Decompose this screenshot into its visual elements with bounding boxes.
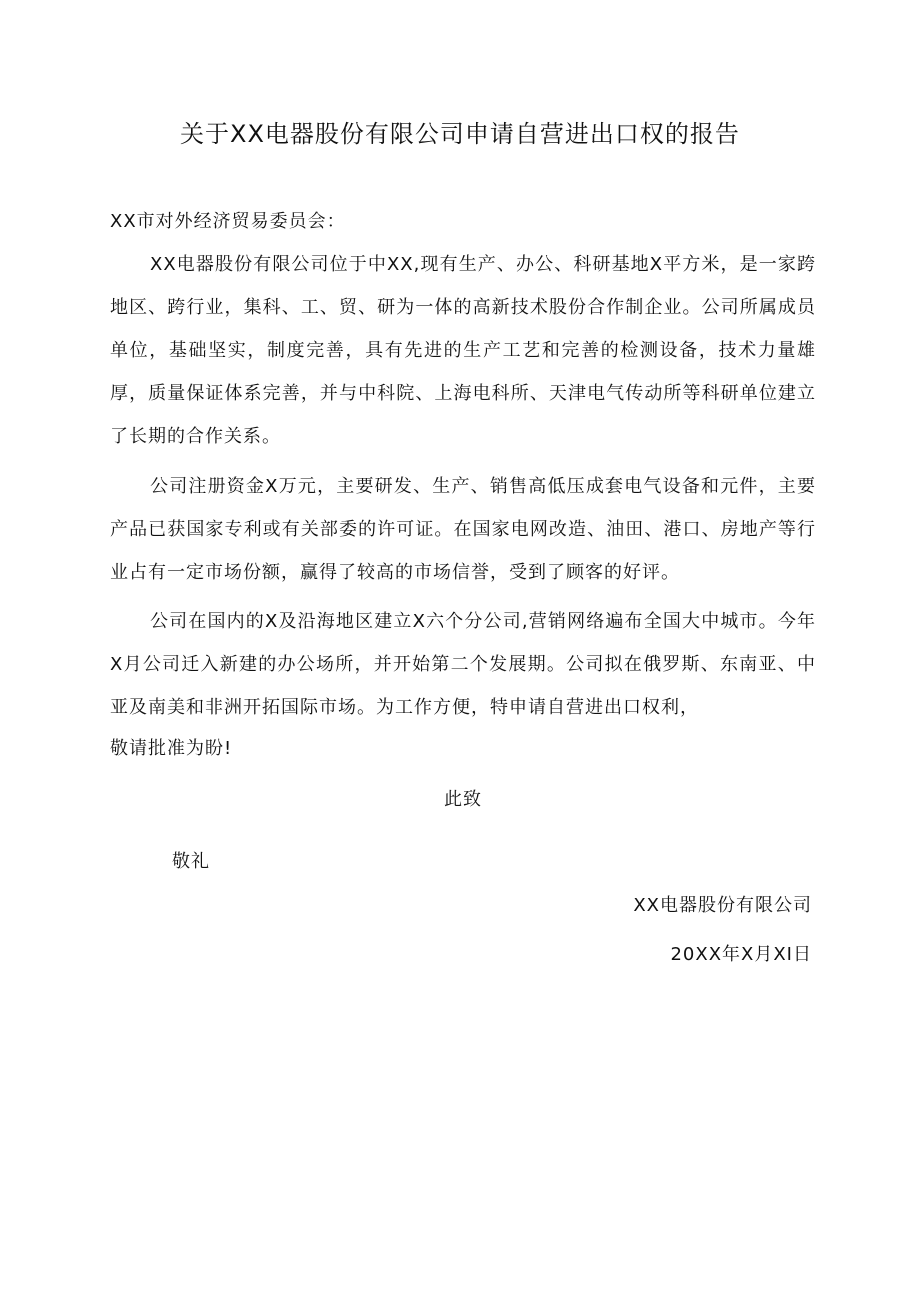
paragraph-company-overview: XX电器股份有限公司位于中XX,现有生产、办公、科研基地X平方米，是一家跨地区、跨行业，集科、工、贸、研为一体的高新技术股份合作制企业。公司所属成员单位，基础坚实，制度完善，具有先进的生产工艺和完善的检测设备，技术力量雄厚，质量保证体系完善，并与中科院、上海电科所、天津电气传动所等科研单位建立了长期的合作关系。	[110, 254, 816, 447]
paragraph-business-scope: 公司注册资金X万元，主要研发、生产、销售高低压成套电气设备和元件，主要产品已获国家专利或有关部委的许可证。在国家电网改造、油田、港口、房地产等行业占有一定市场份额，赢得了较高的市场信誉，受到了顾客的好评。	[110, 476, 816, 583]
signature-date: 20XX年X月XI日	[670, 944, 812, 965]
salutation: XX市对外经济贸易委员会：	[110, 211, 346, 232]
document-title: 关于XX电器股份有限公司申请自营进出口权的报告	[180, 120, 740, 148]
paragraph-request: 公司在国内的X及沿海地区建立X六个分公司,营销网络遍布全国大中城市。今年X月公司迁入新建的办公场所，并开始第二个发展期。公司拟在俄罗斯、东南亚、中亚及南美和非洲开拓国际市场。为工作方便，特申请自营进出口权利，	[110, 611, 816, 718]
closing-phrase: 此致	[444, 789, 482, 810]
request-line: 敬请批准为盼!	[110, 738, 233, 759]
regards-phrase: 敬礼	[172, 851, 210, 872]
signature-company: XX电器股份有限公司	[633, 895, 812, 916]
